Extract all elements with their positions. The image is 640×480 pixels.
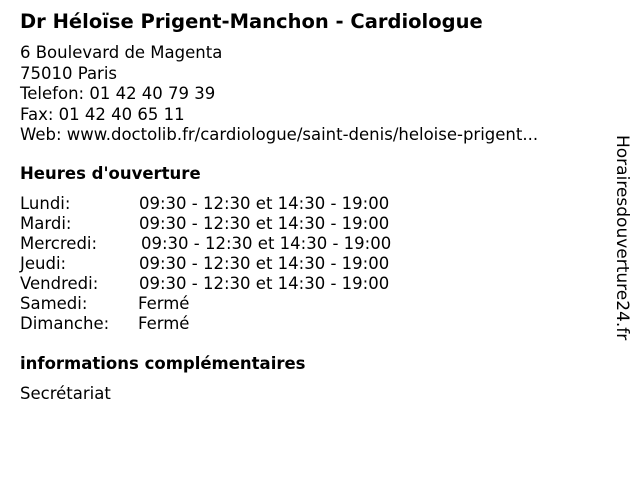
day-label: Lundi: bbox=[20, 194, 71, 213]
time-value: Fermé bbox=[138, 294, 190, 313]
day-label: Mardi: bbox=[20, 214, 72, 233]
time-value: 09:30 - 12:30 et 14:30 - 19:00 bbox=[139, 194, 390, 213]
time-value: Fermé bbox=[138, 314, 190, 333]
watermark bbox=[612, 135, 634, 375]
day-label: Vendredi: bbox=[20, 274, 99, 293]
city-address: 75010 Paris bbox=[20, 63, 118, 83]
website-line: Web: www.doctolib.fr/cardiologue/saint-denis/heloise-prigent... bbox=[20, 125, 539, 144]
page-title: Dr Héloïse Prigent-Manchon - Cardiologue bbox=[20, 10, 483, 33]
day-label: Jeudi: bbox=[20, 254, 67, 273]
fax-number: Fax: 01 42 40 65 11 bbox=[20, 104, 185, 124]
hours-heading: Heures d'ouverture bbox=[20, 164, 201, 183]
day-label: Mercredi: bbox=[20, 234, 98, 253]
time-value: 09:30 - 12:30 et 14:30 - 19:00 bbox=[139, 254, 390, 273]
phone-number: Telefon: 01 42 40 79 39 bbox=[20, 84, 216, 103]
time-value: 09:30 - 12:30 et 14:30 - 19:00 bbox=[139, 274, 390, 293]
info-heading: informations complémentaires bbox=[20, 354, 306, 373]
day-label: Samedi: bbox=[20, 294, 88, 313]
day-label: Dimanche: bbox=[20, 314, 110, 333]
street-address: 6 Boulevard de Magenta bbox=[20, 43, 223, 62]
time-value: 09:30 - 12:30 et 14:30 - 19:00 bbox=[139, 214, 390, 233]
time-value: 09:30 - 12:30 et 14:30 - 19:00 bbox=[141, 234, 392, 253]
address-block bbox=[20, 43, 538, 146]
watermark-text: Horairesdouverture24.fr bbox=[612, 135, 632, 341]
info-value: Secrétariat bbox=[20, 384, 111, 403]
